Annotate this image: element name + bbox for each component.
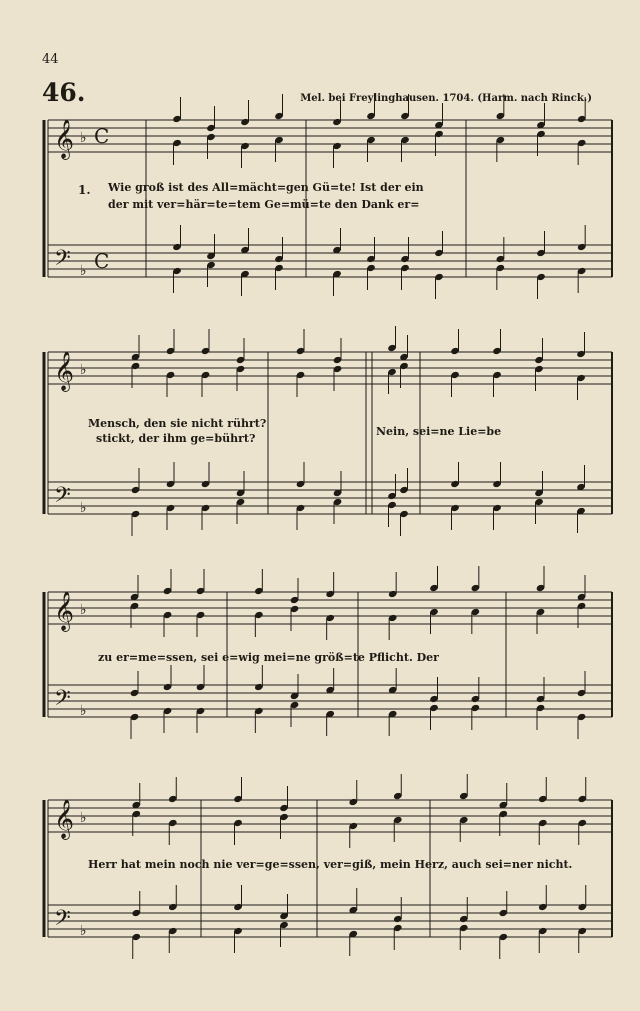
lyric-line-6: zu er=me=ssen, sei e=wig mei=ne größ=te Pflicht. Der [98, 651, 439, 664]
bass-clef-icon: 𝄢 [54, 686, 71, 716]
hymn-number: 46. [42, 78, 86, 107]
flat-icon: ♭ [80, 263, 87, 279]
lyric-line-2: der mit ver=här=te=tem Ge=mü=te den Dank er= [108, 198, 420, 211]
lyric-line-5: Nein, sei=ne Lie=be [376, 425, 502, 438]
flat-icon: ♭ [80, 362, 87, 378]
common-time-icon: C [94, 249, 110, 273]
flat-icon: ♭ [80, 703, 87, 719]
flat-icon: ♭ [80, 810, 87, 826]
lyric-line-7: Herr hat mein noch nie ver=ge=ssen, ver=giß, mein Herz, auch sei=ner nicht. [88, 858, 573, 871]
bass-clef-icon: 𝄢 [54, 906, 71, 936]
bass-clef-icon: 𝄢 [54, 483, 71, 513]
bass-clef-icon: 𝄢 [54, 246, 71, 276]
verse-number: 1. [78, 183, 91, 197]
flat-icon: ♭ [80, 130, 87, 146]
flat-icon: ♭ [80, 923, 87, 939]
flat-icon: ♭ [80, 500, 87, 516]
common-time-icon: C [94, 124, 110, 148]
treble-clef-icon: 𝄞 [54, 351, 75, 391]
page-number: 44 [42, 52, 59, 67]
treble-clef-icon: 𝄞 [54, 119, 75, 159]
lyric-line-4: stickt, der ihm ge=bührt? [96, 432, 256, 445]
flat-icon: ♭ [80, 602, 87, 618]
treble-clef-icon: 𝄞 [54, 799, 75, 839]
lyric-line-1: Wie groß ist des All=mächt=gen Gü=te! Ist der ein [108, 181, 424, 194]
lyric-line-3: Mensch, den sie nicht rührt? [88, 417, 267, 430]
melody-attribution: Mel. bei Freylinghausen. 1704. (Harm. nach Rinck.) [300, 93, 592, 104]
treble-clef-icon: 𝄞 [54, 591, 75, 631]
